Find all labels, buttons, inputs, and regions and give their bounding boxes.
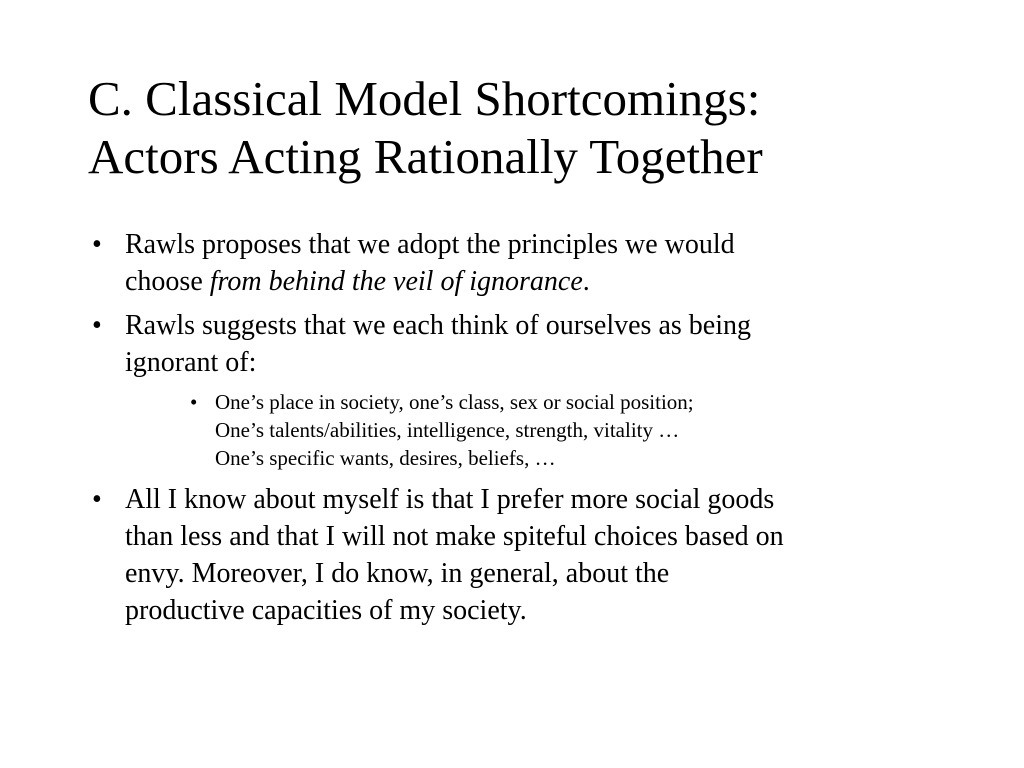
bullet-marker: • (92, 310, 102, 341)
sub-bullet-line: One’s talents/abilities, intelligence, strength, vitality … (215, 418, 680, 442)
bullet-marker: • (92, 229, 102, 260)
bullet-rawls-suggests (88, 307, 948, 381)
slide-title (88, 70, 988, 186)
sub-bullet-line: One’s place in society, one’s class, sex or social position; (215, 390, 694, 414)
bullet-line: Rawls suggests that we each think of ourselves as being (125, 310, 751, 341)
bullet-line: Rawls proposes that we adopt the principles we would (125, 229, 735, 260)
bullet-text: choose (125, 266, 210, 297)
bullet-all-i-know (88, 481, 948, 629)
bullet-italic-text: from behind the veil of ignorance (209, 266, 583, 297)
title-line-2: Actors Acting Rationally Together (88, 129, 763, 184)
sub-bullet-marker: • (190, 390, 198, 414)
bullet-line: than less and that I will not make spiteful choices based on (125, 521, 784, 552)
bullet-marker: • (92, 484, 102, 515)
sub-bullet-ignorance-list (188, 388, 948, 472)
bullet-line: ignorant of: (125, 347, 257, 378)
bullet-line: productive capacities of my society. (125, 595, 527, 626)
bullet-text: . (582, 266, 590, 297)
bullet-line: All I know about myself is that I prefer more social goods (125, 484, 775, 515)
bullet-line: envy. Moreover, I do know, in general, about the (125, 558, 670, 589)
slide-body (88, 226, 948, 636)
title-line-1: C. Classical Model Shortcomings: (88, 71, 761, 126)
sub-bullet-line: One’s specific wants, desires, beliefs, … (215, 446, 556, 470)
bullet-rawls-proposes (88, 226, 948, 300)
bullet-line (125, 263, 948, 300)
